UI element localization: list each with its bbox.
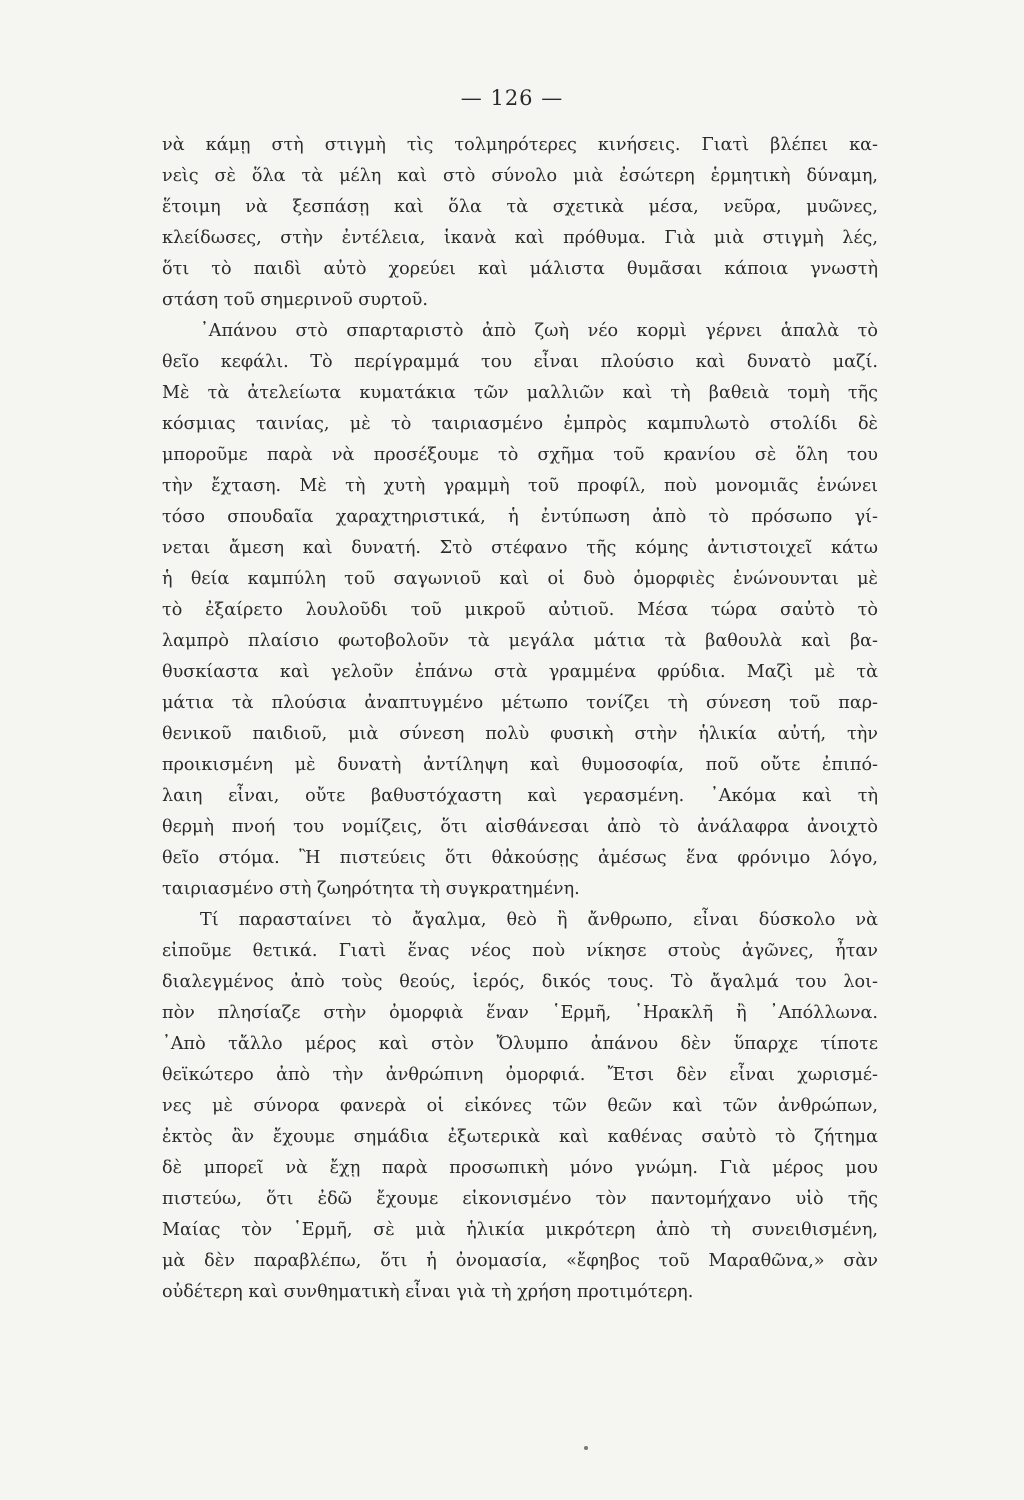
text-line: κόσμιας ταινίας, μὲ τὸ ταιριασμένο ἐμπρὸς καμπυλωτὸ στολίδι δὲ: [162, 414, 878, 434]
text-line: εἰποῦμε θετικά. Γιατὶ ἕνας νέος ποὺ νίκησε στοὺς ἀγῶνες, ἦταν: [162, 941, 878, 961]
text-line: ἡ θεία καμπύλη τοῦ σαγωνιοῦ καὶ οἱ δυὸ ὁμορφιὲς ἑνώνουνται μὲ: [162, 569, 878, 589]
text-line: νεται ἄμεση καὶ δυνατή. Στὸ στέφανο τῆς κόμης ἀντιστοιχεῖ κάτω: [162, 538, 878, 558]
text-line: μάτια τὰ πλούσια ἀναπτυγμένο μέτωπο τονίζει τὴ σύνεση τοῦ παρ-: [162, 693, 878, 713]
text-line: κλείδωσες, στὴν ἐντέλεια, ἱκανὰ καὶ πρόθυμα. Γιὰ μιὰ στιγμὴ λές,: [162, 228, 878, 248]
text-line: πιστεύω, ὅτι ἐδῶ ἔχουμε εἰκονισμένο τὸν παντομήχανο υἱὸ τῆς: [162, 1189, 878, 1209]
text-line: λαιη εἶναι, οὔτε βαθυστόχαστη καὶ γερασμένη. ᾿Ακόμα καὶ τὴ: [162, 786, 878, 806]
text-line: στάση τοῦ σημερινοῦ συρτοῦ.: [162, 290, 428, 310]
text-line: θεῖο στόμα. Ἢ πιστεύεις ὅτι θἀκούσῃς ἀμέσως ἕνα φρόνιμο λόγο,: [162, 848, 878, 868]
text-line: τὴν ἔχταση. Μὲ τὴ χυτὴ γραμμὴ τοῦ προφίλ, ποὺ μονομιᾶς ἑνώνει: [162, 476, 878, 496]
text-line: Μὲ τὰ ἀτελείωτα κυματάκια τῶν μαλλιῶν καὶ τὴ βαθειὰ τομὴ τῆς: [162, 383, 878, 403]
text-line: δὲ μπορεῖ νὰ ἔχῃ παρὰ προσωπικὴ μόνο γνώμη. Γιὰ μέρος μου: [162, 1158, 878, 1178]
text-line: θεϊκώτερο ἀπὸ τὴν ἀνθρώπινη ὀμορφιά. Ἔτσι δὲν εἶναι χωρισμέ-: [162, 1065, 878, 1085]
page-number: — 126 —: [460, 86, 564, 110]
text-line: Τί παρασταίνει τὸ ἄγαλμα, θεὸ ἢ ἄνθρωπο, εἶναι δύσκολο νὰ: [200, 910, 878, 930]
text-line: θυσκίαστα καὶ γελοῦν ἐπάνω στὰ γραμμένα φρύδια. Μαζὶ μὲ τὰ: [162, 662, 878, 682]
text-line: διαλεγμένος ἀπὸ τοὺς θεούς, ἱερός, δικός τους. Τὸ ἄγαλμά του λοι-: [162, 972, 878, 992]
text-line: προικισμένη μὲ δυνατὴ ἀντίληψη καὶ θυμοσοφία, ποῦ οὔτε ἐπιπό-: [162, 755, 878, 775]
text-line: ἐκτὸς ἂν ἔχουμε σημάδια ἐξωτερικὰ καὶ καθένας σαὐτὸ τὸ ζήτημα: [162, 1127, 878, 1147]
paragraph: [162, 316, 878, 905]
text-line: μποροῦμε παρὰ νὰ προσέξουμε τὸ σχῆμα τοῦ κρανίου σὲ ὅλη του: [162, 445, 878, 465]
text-line: θεῖο κεφάλι. Τὸ περίγραμμά του εἶναι πλούσιο καὶ δυνατὸ μαζί.: [162, 352, 878, 372]
paragraph: [162, 905, 878, 1308]
text-line: Μαίας τὸν ῾Ερμῆ, σὲ μιὰ ἡλικία μικρότερη ἀπὸ τὴ συνειθισμένη,: [162, 1220, 878, 1240]
text-line: νεὶς σὲ ὅλα τὰ μέλη καὶ στὸ σύνολο μιὰ ἐσώτερη ἑρμητικὴ δύναμη,: [162, 166, 878, 186]
text-line: θερμὴ πνοή του νομίζεις, ὅτι αἰσθάνεσαι ἀπὸ τὸ ἀνάλαφρα ἀνοιχτὸ: [162, 817, 878, 837]
text-line: τὸ ἐξαίρετο λουλοῦδι τοῦ μικροῦ αὐτιοῦ. Μέσα τώρα σαὐτὸ τὸ: [162, 600, 878, 620]
text-line: ᾿Απὸ τἄλλο μέρος καὶ στὸν Ὄλυμπο ἀπάνου δὲν ὕπαρχε τίποτε: [162, 1034, 878, 1054]
ink-speck: [584, 1446, 588, 1450]
text-line: λαμπρὸ πλαίσιο φωτοβολοῦν τὰ μεγάλα μάτια τὰ βαθουλὰ καὶ βα-: [162, 631, 878, 651]
text-line: μὰ δὲν παραβλέπω, ὅτι ἡ ὀνομασία, «ἔφηβος τοῦ Μαραθῶνα,» σὰν: [162, 1251, 878, 1271]
text-line: νες μὲ σύνορα φανερὰ οἱ εἰκόνες τῶν θεῶν καὶ τῶν ἀνθρώπων,: [162, 1096, 878, 1116]
text-line: νὰ κάμῃ στὴ στιγμὴ τὶς τολμηρότερες κινήσεις. Γιατὶ βλέπει κα-: [162, 135, 878, 155]
text-line: οὐδέτερη καὶ συνθηματικὴ εἶναι γιὰ τὴ χρήση προτιμότερη.: [162, 1282, 694, 1302]
text-line: ἕτοιμη νὰ ξεσπάσῃ καὶ ὅλα τὰ σχετικὰ μέσα, νεῦρα, μυῶνες,: [162, 197, 878, 217]
text-line: πὸν πλησίαζε στὴν ὀμορφιὰ ἕναν ῾Ερμῆ, ῾Ηρακλῆ ἢ ᾿Απόλλωνα.: [162, 1003, 878, 1023]
text-line: θενικοῦ παιδιοῦ, μιὰ σύνεση πολὺ φυσικὴ στὴν ἡλικία αὐτή, τὴν: [162, 724, 878, 744]
text-line: ταιριασμένο στὴ ζωηρότητα τὴ συγκρατημένη.: [162, 879, 580, 899]
text-line: ὅτι τὸ παιδὶ αὐτὸ χορεύει καὶ μάλιστα θυμᾶσαι κάποια γνωστὴ: [162, 259, 878, 279]
text-line: ᾿Απάνου στὸ σπαρταριστὸ ἀπὸ ζωὴ νέο κορμὶ γέρνει ἁπαλὰ τὸ: [200, 321, 878, 341]
body-text: [162, 130, 878, 1308]
paragraph: [162, 130, 878, 316]
text-line: τόσο σπουδαῖα χαραχτηριστικά, ἡ ἐντύπωση ἀπὸ τὸ πρόσωπο γί-: [162, 507, 878, 527]
